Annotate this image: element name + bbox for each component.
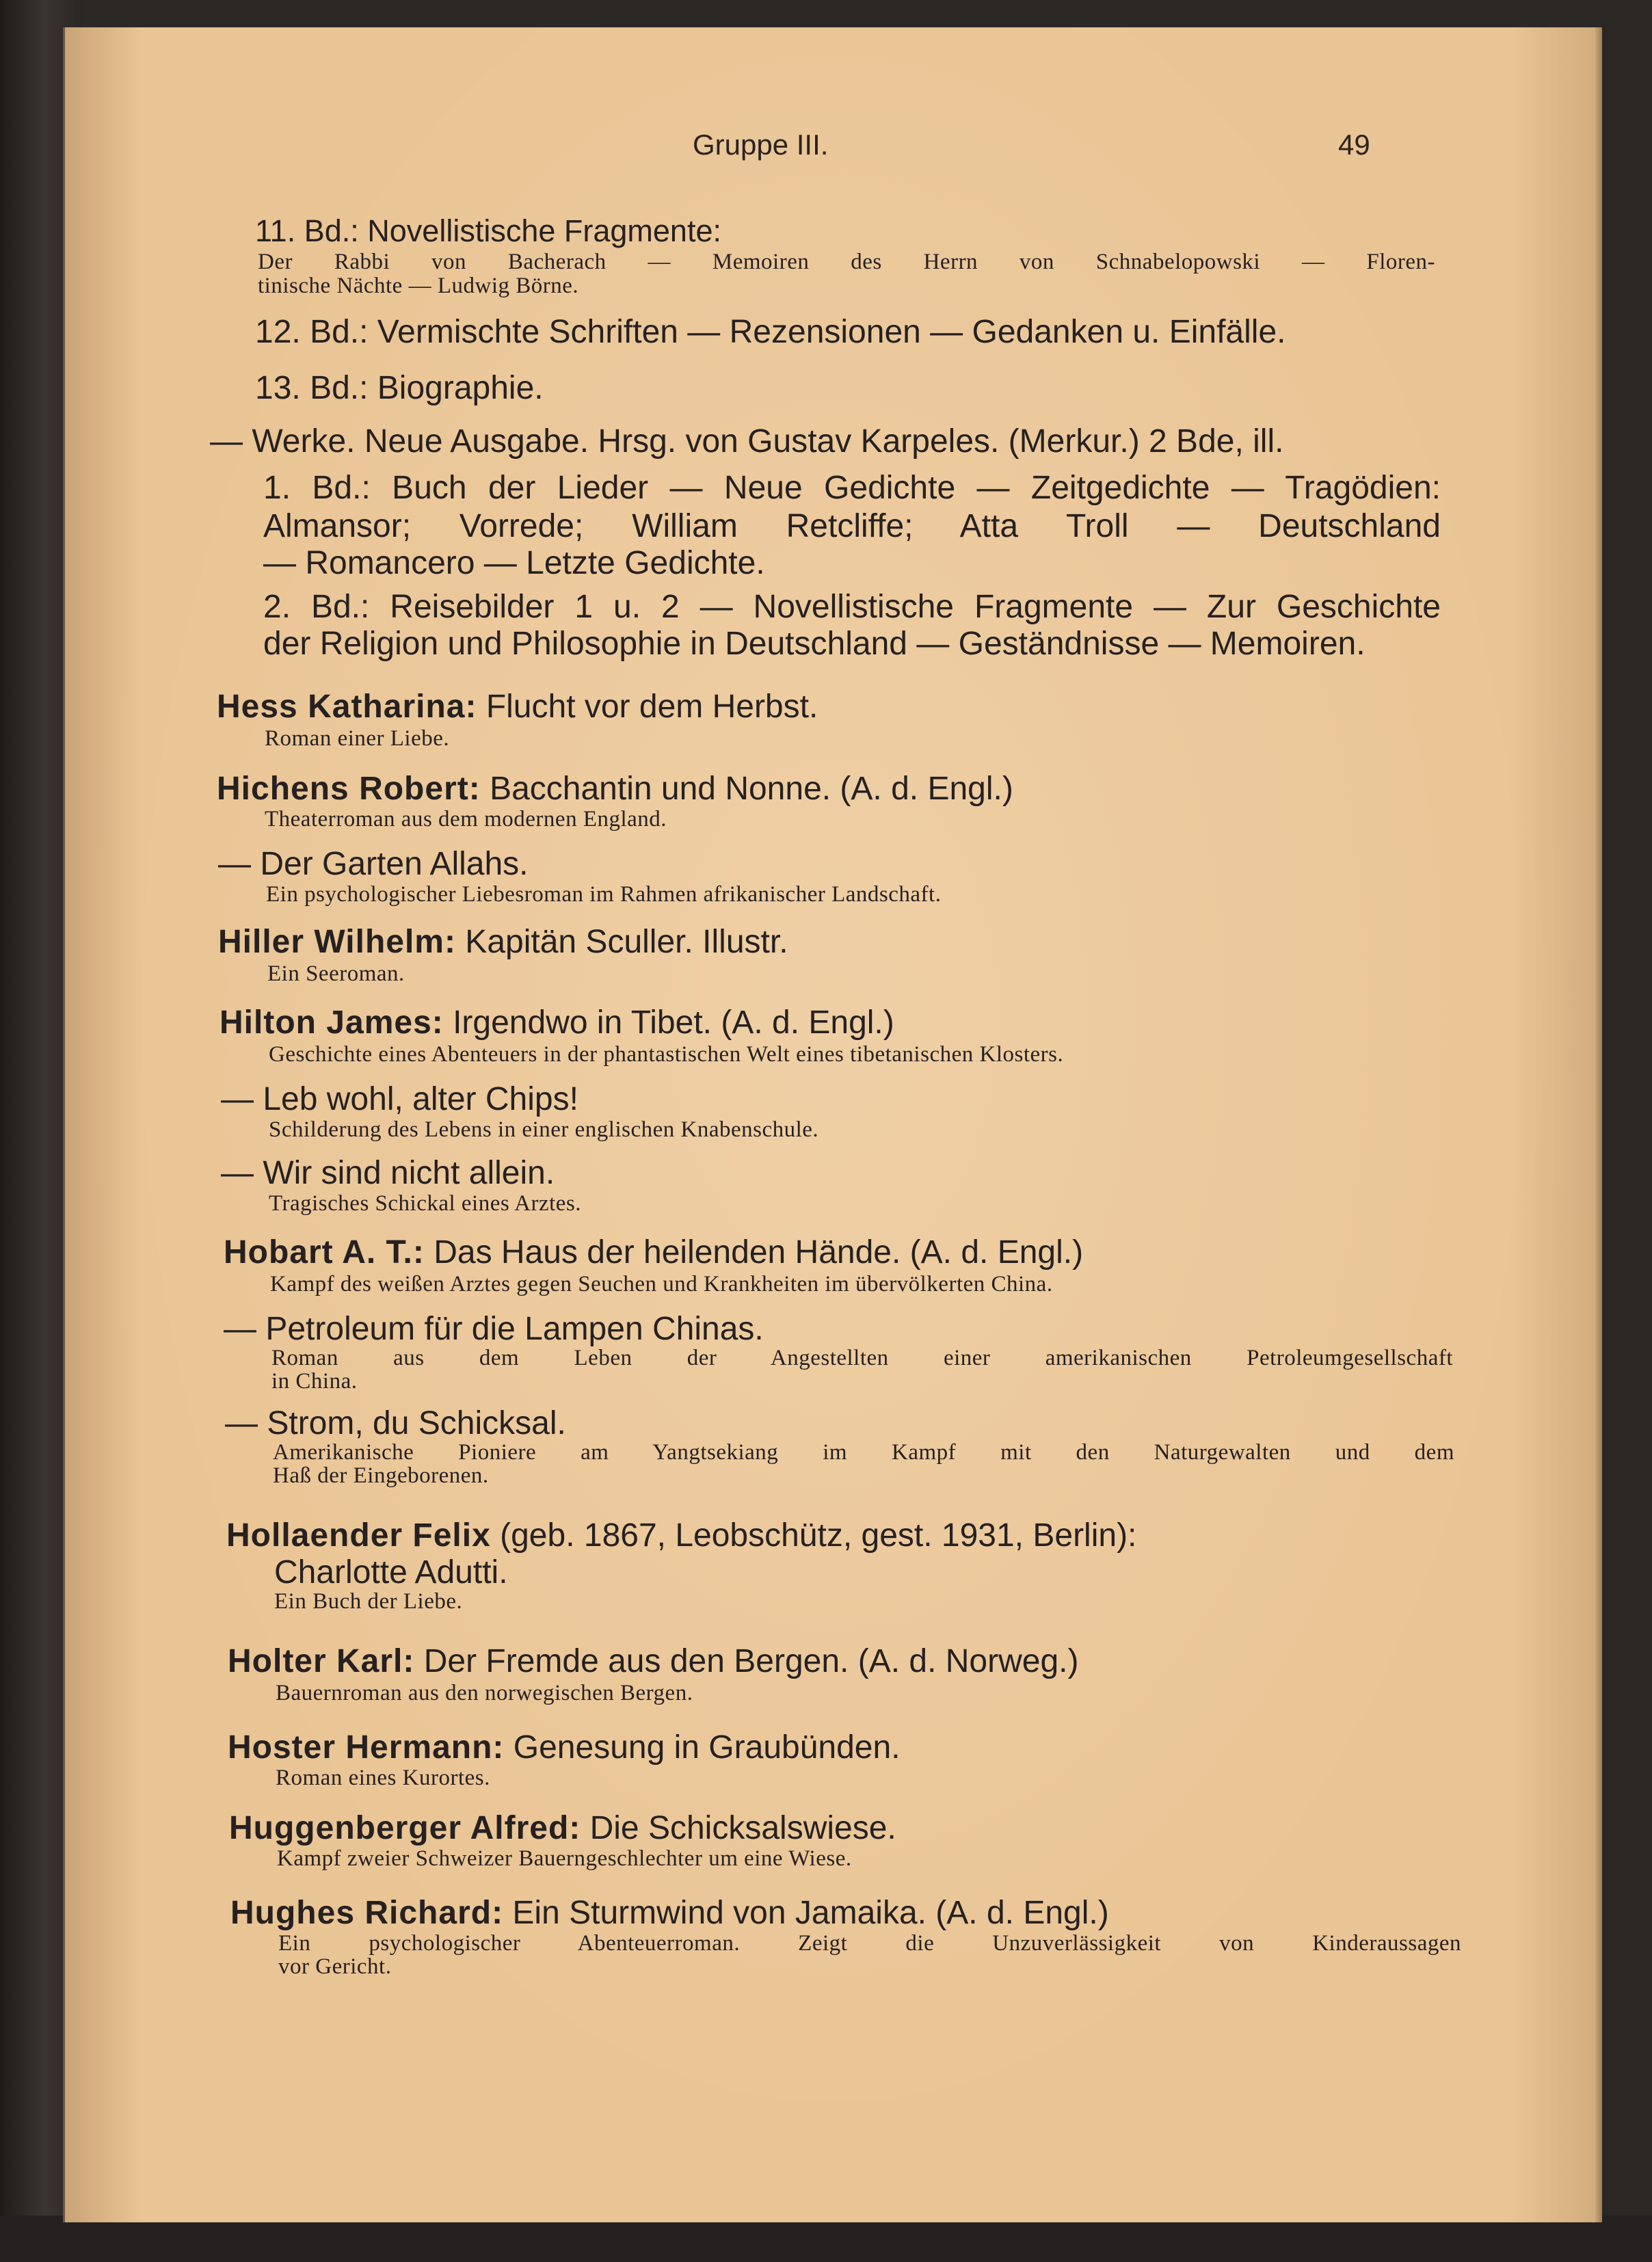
entry-hoster-desc: Roman eines Kurortes. <box>276 1766 490 1790</box>
heine-bd2-line2: der Religion und Philosophie in Deutschland — Geständnisse — Memoiren. <box>263 626 1365 662</box>
entry-holter <box>228 1642 1078 1680</box>
heine-vol13: 13. Bd.: Biographie. <box>255 370 544 406</box>
entry-hichens-2-desc: Ein psychologischer Liebesroman im Rahmen afrikanischer Landschaft. <box>266 882 942 907</box>
author-name: Hughes Richard: <box>230 1895 504 1931</box>
entry-hobart-2: — Petroleum für die Lampen Chinas. <box>224 1311 764 1347</box>
entry-hilton-2: — Leb wohl, alter Chips! <box>221 1081 578 1117</box>
book-title: Das Haus der heilenden Hände. (A. d. Engl.) <box>434 1234 1084 1270</box>
author-name: Hess Katharina: <box>217 689 477 725</box>
heine-bd2-line1: 2. Bd.: Reisebilder 1 u. 2 — Novellistische Fragmente — Zur Geschichte <box>263 589 1441 625</box>
entry-hess-desc: Roman einer Liebe. <box>265 726 450 751</box>
heine-vol11-heading: 11. Bd.: Novellistische Fragmente: <box>255 213 721 248</box>
entry-hobart-3-desc-line1: Amerikanische Pioniere am Yangtsekiang im Kampf mit den Naturgewalten und dem <box>273 1440 1454 1465</box>
book-title: Bacchantin und Nonne. (A. d. Engl.) <box>490 771 1013 807</box>
heine-vol11-desc-line2: tinische Nächte — Ludwig Börne. <box>258 274 579 298</box>
book-title: Kapitän Sculler. Illustr. <box>465 924 788 960</box>
author-name: Hiller Wilhelm: <box>218 924 456 960</box>
author-name: Hichens Robert: <box>217 771 481 807</box>
entry-hobart-desc: Kampf des weißen Arztes gegen Seuchen und Krankheiten im übervölkerten China. <box>270 1272 1053 1296</box>
entry-hobart-3: — Strom, du Schicksal. <box>225 1405 566 1441</box>
book-page <box>63 27 1602 2222</box>
heine-bd1-line2: Almansor; Vorrede; William Retcliffe; Atta Troll — Deutschland <box>263 508 1441 544</box>
entry-hilton-2-desc: Schilderung des Lebens in einer englischen Knabenschule. <box>269 1117 819 1142</box>
running-header: Gruppe III. <box>693 129 829 161</box>
entry-hughes-desc-line2: vor Gericht. <box>278 1954 392 1979</box>
heine-bd1-line1: 1. Bd.: Buch der Lieder — Neue Gedichte — Zeitgedichte — Tragödien: <box>263 470 1441 506</box>
entry-hollaender-desc: Ein Buch der Liebe. <box>274 1589 463 1614</box>
entry-hughes <box>230 1894 1109 1932</box>
entry-hoster <box>228 1729 901 1766</box>
entry-huggenberger <box>229 1809 896 1847</box>
book-title: Der Fremde aus den Bergen. (A. d. Norweg.) <box>423 1643 1079 1679</box>
book-cover-bottom <box>0 2216 1652 2262</box>
book-title: Genesung in Graubünden. <box>513 1729 901 1766</box>
heine-vol11-desc-line1: Der Rabbi von Bacherach — Memoiren des Herrn von Schnabelopowski — Floren- <box>258 250 1435 274</box>
entry-hichens-desc: Theaterroman aus dem modernen England. <box>265 807 667 831</box>
entry-hilton-3: — Wir sind nicht allein. <box>221 1155 555 1191</box>
book-title: Irgendwo in Tibet. (A. d. Engl.) <box>453 1004 894 1041</box>
entry-hollaender <box>226 1517 1136 1554</box>
book-title: Die Schicksalswiese. <box>589 1810 896 1846</box>
entry-hughes-desc-line1: Ein psychologischer Abenteuerroman. Zeigt die Unzuverlässigkeit von Kinderaussagen <box>278 1931 1461 1956</box>
author-info: (geb. 1867, Leobschütz, gest. 1931, Berlin): <box>500 1517 1137 1554</box>
entry-hobart <box>224 1234 1083 1271</box>
author-name: Huggenberger Alfred: <box>229 1810 581 1846</box>
entry-hiller-desc: Ein Seeroman. <box>267 961 405 986</box>
author-name: Holter Karl: <box>228 1643 415 1679</box>
entry-hichens-2: — Der Garten Allahs. <box>218 846 529 882</box>
author-name: Hilton James: <box>219 1004 444 1041</box>
book-title: Ein Sturmwind von Jamaika. (A. d. Engl.) <box>512 1895 1109 1931</box>
page-number: 49 <box>1338 129 1370 161</box>
heine-werke: — Werke. Neue Ausgabe. Hrsg. von Gustav Karpeles. (Merkur.) 2 Bde, ill. <box>210 423 1284 460</box>
page-edge <box>1595 27 1602 2222</box>
entry-hess <box>217 688 818 726</box>
entry-hichens <box>217 770 1013 808</box>
entry-hilton <box>219 1004 894 1041</box>
entry-hilton-3-desc: Tragisches Schickal eines Arztes. <box>269 1191 582 1216</box>
entry-hilton-desc: Geschichte eines Abenteuers in der phantastischen Welt eines tibetanischen Klosters. <box>269 1042 1064 1067</box>
entry-hollaender-title: Charlotte Adutti. <box>274 1554 508 1591</box>
entry-hiller <box>218 923 788 961</box>
entry-hobart-2-desc-line1: Roman aus dem Leben der Angestellten einer amerikanischen Petroleumgesellschaft <box>271 1346 1453 1370</box>
entry-huggenberger-desc: Kampf zweier Schweizer Bauerngeschlechter um eine Wiese. <box>277 1846 852 1871</box>
entry-hobart-2-desc-line2: in China. <box>271 1369 358 1394</box>
book-cover-right <box>1600 0 1652 2262</box>
heine-bd1-line3: — Romancero — Letzte Gedichte. <box>263 545 765 581</box>
entry-hobart-3-desc-line2: Haß der Eingeborenen. <box>273 1463 489 1488</box>
author-name: Hobart A. T.: <box>224 1234 425 1270</box>
book-title: Flucht vor dem Herbst. <box>485 689 818 725</box>
heine-vol12: 12. Bd.: Vermischte Schriften — Rezensionen — Gedanken u. Einfälle. <box>255 314 1286 350</box>
author-name: Hollaender Felix <box>226 1517 491 1554</box>
entry-holter-desc: Bauernroman aus den norwegischen Bergen. <box>276 1681 693 1705</box>
author-name: Hoster Hermann: <box>228 1729 505 1766</box>
